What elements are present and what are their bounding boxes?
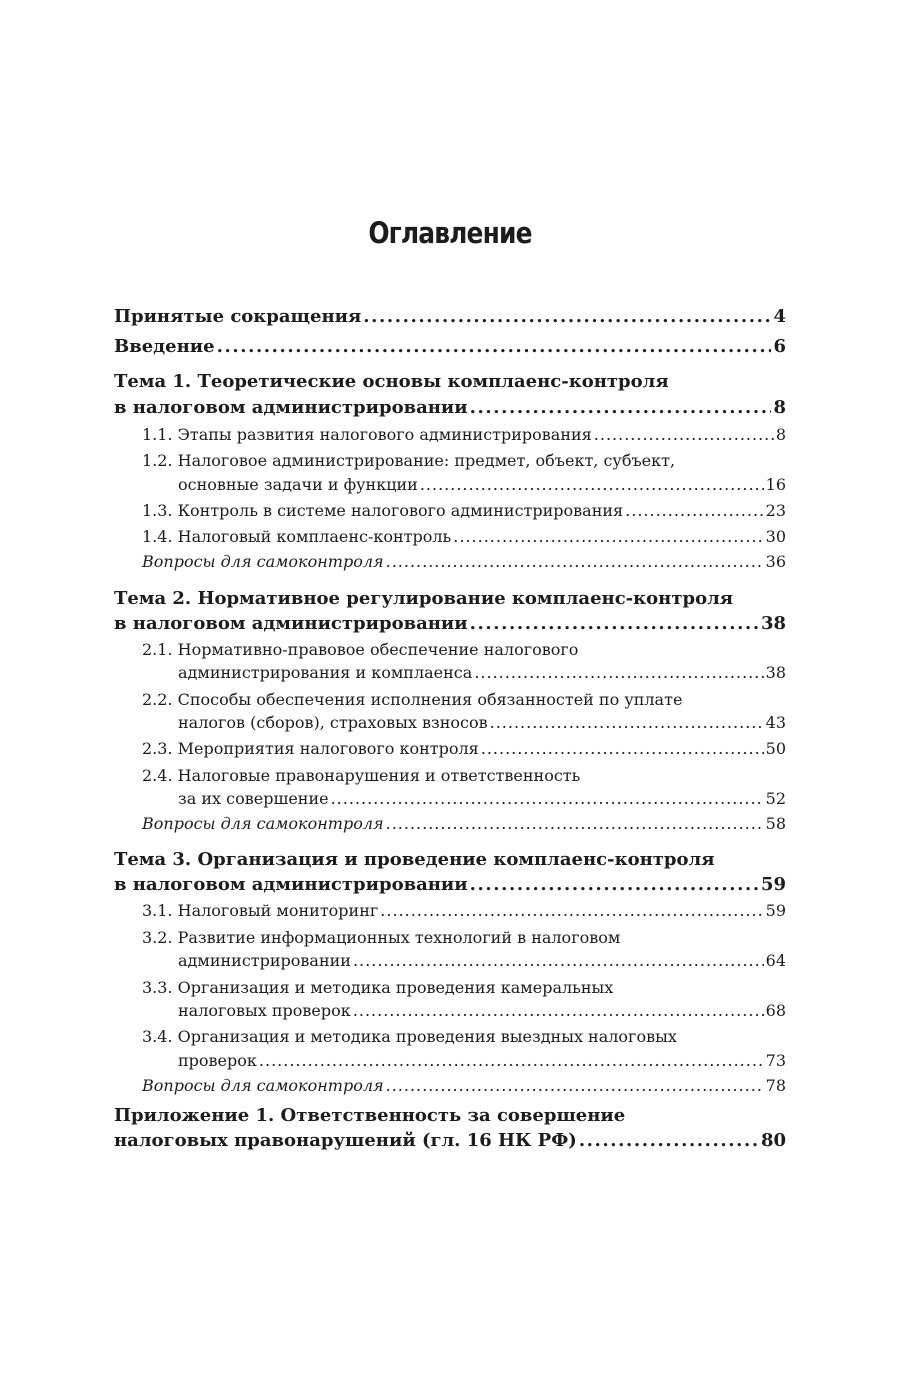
toc-section-1-1[interactable] [142, 425, 786, 451]
toc-entry-label: налоговых правонарушений (гл. 16 НК РФ) [114, 1130, 577, 1151]
toc-page-number: 52 [765, 789, 786, 808]
toc-entry-label: налогов (сборов), страховых взносов [178, 713, 488, 732]
dot-leader [579, 1130, 759, 1151]
toc-entry-label: проверок [178, 1051, 257, 1070]
toc-entry-label: 1.4. Налоговый комплаенс-контроль [142, 527, 452, 546]
toc-page-number: 43 [765, 713, 786, 732]
toc-section-2-2[interactable] [178, 713, 786, 739]
table-of-contents [114, 0, 786, 1382]
dot-leader [386, 814, 764, 833]
toc-entry-label: в налоговом администрировании [114, 613, 468, 634]
toc-entry-label: за их совершение [178, 789, 329, 808]
toc-entry-label: администрирования и комплаенса [178, 663, 473, 682]
toc-questions-topic-2[interactable] [142, 814, 786, 840]
toc-entry-label: в налоговом администрировании [114, 397, 468, 418]
toc-section-3-3-line1[interactable]: 3.3. Организация и методика проведения камеральных [142, 978, 614, 997]
toc-page-number: 50 [765, 739, 786, 758]
toc-appendix-1[interactable] [114, 1130, 786, 1156]
toc-topic-2[interactable] [114, 613, 786, 639]
toc-section-3-4-line1[interactable]: 3.4. Организация и методика проведения выездных налоговых [142, 1027, 677, 1046]
toc-section-2-2-line1[interactable]: 2.2. Способы обеспечения исполнения обязанностей по уплате [142, 690, 683, 709]
toc-questions-topic-1[interactable] [142, 552, 786, 578]
toc-section-1-4[interactable] [142, 527, 786, 553]
toc-entry-label: Вопросы для самоконтроля [142, 552, 384, 571]
toc-page-number: 4 [773, 306, 786, 327]
toc-entry-label: основные задачи и функции [178, 475, 418, 494]
dot-leader [470, 397, 772, 418]
toc-entry-label: 1.1. Этапы развития налогового администрирования [142, 425, 592, 444]
toc-section-3-4[interactable] [178, 1051, 786, 1077]
toc-entry-introduction[interactable] [114, 336, 786, 362]
page-title: Оглавление [368, 216, 532, 250]
dot-leader [363, 306, 771, 327]
dot-leader [470, 613, 759, 634]
toc-section-1-2-line1[interactable]: 1.2. Налоговое администрирование: предмет, объект, субъект, [142, 451, 676, 470]
toc-section-3-1[interactable] [142, 901, 786, 927]
toc-section-2-3[interactable] [142, 739, 786, 765]
toc-page-number: 6 [773, 336, 786, 357]
toc-page-number: 30 [765, 527, 786, 546]
toc-entry-label: налоговых проверок [178, 1001, 351, 1020]
toc-section-3-2[interactable] [178, 951, 786, 977]
toc-page-number: 38 [765, 663, 786, 682]
dot-leader [386, 552, 764, 571]
toc-page-number: 68 [765, 1001, 786, 1020]
toc-entry-label: Вопросы для самоконтроля [142, 814, 384, 833]
toc-entry-label: 3.1. Налоговый мониторинг [142, 901, 379, 920]
dot-leader [453, 527, 763, 546]
toc-section-2-1-line1[interactable]: 2.1. Нормативно-правовое обеспечение налогового [142, 640, 579, 659]
toc-entry-label: Вопросы для самоконтроля [142, 1076, 384, 1095]
dot-leader [331, 789, 764, 808]
toc-page-number: 23 [765, 501, 786, 520]
toc-page-number: 38 [760, 613, 786, 634]
toc-page-number: 8 [775, 425, 786, 444]
toc-topic-1[interactable] [114, 397, 786, 423]
dot-leader [380, 901, 763, 920]
toc-topic-2-line1[interactable]: Тема 2. Нормативное регулирование комплаенс-контроля [114, 588, 734, 609]
dot-leader [470, 874, 759, 895]
toc-questions-topic-3[interactable] [142, 1076, 786, 1102]
toc-page-number: 78 [765, 1076, 786, 1095]
toc-entry-label: администрировании [178, 951, 351, 970]
dot-leader [625, 501, 764, 520]
toc-appendix-1-line1[interactable]: Приложение 1. Ответственность за совершение [114, 1105, 626, 1126]
toc-page-number: 59 [760, 874, 786, 895]
dot-leader [474, 663, 763, 682]
toc-page-number: 58 [765, 814, 786, 833]
toc-page-number: 36 [765, 552, 786, 571]
dot-leader [259, 1051, 764, 1070]
toc-section-2-4[interactable] [178, 789, 786, 815]
toc-topic-3[interactable] [114, 874, 786, 900]
toc-page-number: 64 [765, 951, 786, 970]
toc-entry-label: в налоговом администрировании [114, 874, 468, 895]
dot-leader [353, 1001, 764, 1020]
toc-page-number: 73 [765, 1051, 786, 1070]
toc-section-3-3[interactable] [178, 1001, 786, 1027]
toc-entry-abbreviations[interactable] [114, 306, 786, 332]
toc-topic-1-line1[interactable]: Тема 1. Теоретические основы комплаенс-контроля [114, 371, 669, 392]
toc-entry-label: 2.3. Мероприятия налогового контроля [142, 739, 479, 758]
toc-section-1-2[interactable] [178, 475, 786, 501]
toc-page-number: 80 [760, 1130, 786, 1151]
dot-leader [594, 425, 774, 444]
toc-section-2-4-line1[interactable]: 2.4. Налоговые правонарушения и ответственность [142, 766, 581, 785]
toc-entry-label: Принятые сокращения [114, 306, 362, 327]
dot-leader [481, 739, 764, 758]
toc-page-number: 16 [765, 475, 786, 494]
dot-leader [490, 713, 764, 732]
toc-section-2-1[interactable] [178, 663, 786, 689]
toc-page-number: 59 [765, 901, 786, 920]
dot-leader [386, 1076, 764, 1095]
toc-page-number: 8 [773, 397, 786, 418]
toc-section-1-3[interactable] [142, 501, 786, 527]
dot-leader [217, 336, 772, 357]
dot-leader [420, 475, 764, 494]
toc-section-3-2-line1[interactable]: 3.2. Развитие информационных технологий в налоговом [142, 928, 621, 947]
toc-entry-label: Введение [114, 336, 215, 357]
dot-leader [353, 951, 764, 970]
toc-topic-3-line1[interactable]: Тема 3. Организация и проведение комплаенс-контроля [114, 849, 715, 870]
toc-entry-label: 1.3. Контроль в системе налогового администрирования [142, 501, 624, 520]
